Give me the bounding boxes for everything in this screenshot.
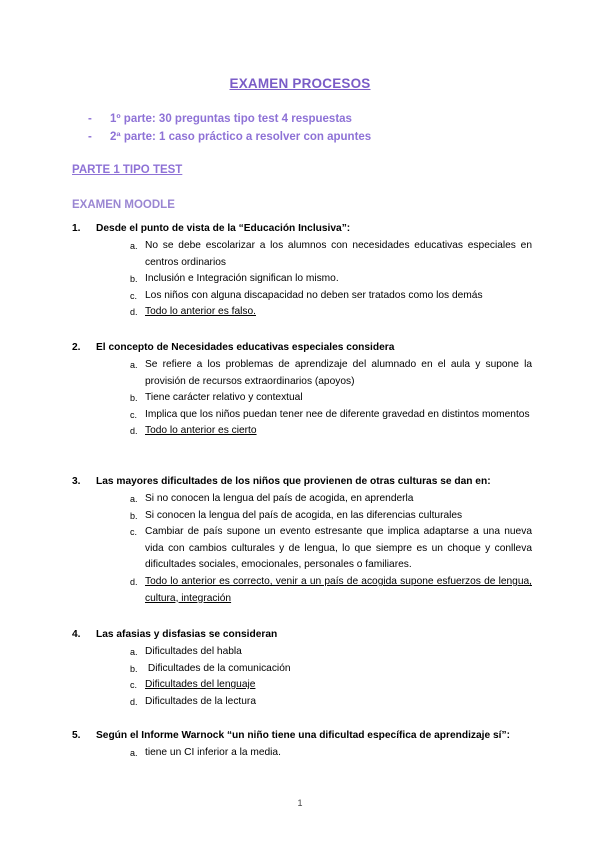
question-title — [72, 728, 532, 743]
answer-option — [130, 390, 532, 407]
answer-text: Dificultades de la comunicación — [145, 662, 291, 674]
answer-option-correct — [130, 423, 532, 440]
answer-option — [130, 357, 532, 390]
answer-text: Dificultades de la lectura — [145, 695, 256, 707]
answer-text: No se debe escolarizar a los alumnos con necesidades educativas especiales en centros ordinarios — [145, 240, 532, 268]
question-number: 3. — [72, 476, 81, 487]
answer-option — [130, 271, 532, 288]
section-title: PARTE 1 TIPO TEST — [72, 164, 183, 176]
answer-option — [130, 407, 532, 424]
answer-text: Dificultades del lenguaje — [145, 679, 256, 691]
answer-letter: a. — [130, 360, 138, 370]
answer-letter: a. — [130, 494, 138, 504]
answer-text: Todo lo anterior es cierto — [145, 425, 257, 437]
answer-letter: c. — [130, 680, 138, 691]
answer-option — [130, 745, 532, 762]
intro-item — [88, 128, 371, 146]
answer-letter: d. — [130, 307, 138, 318]
section-subtitle: EXAMEN MOODLE — [72, 199, 175, 211]
answer-option — [130, 491, 532, 508]
answer-option — [130, 644, 532, 661]
bullet-dash: - — [88, 131, 92, 143]
page-number: 1 — [297, 798, 303, 808]
answer-letter: b. — [130, 663, 138, 674]
answer-option — [130, 524, 532, 574]
question-text: Las mayores dificultades de los niños que provienen de otras culturas se dan en: — [96, 476, 491, 487]
question-4 — [72, 627, 532, 710]
question-text: El concepto de Necesidades educativas especiales considera — [96, 342, 395, 353]
answer-list — [130, 644, 532, 710]
answer-option-correct — [130, 304, 532, 321]
answer-letter: d. — [130, 426, 138, 437]
question-2 — [72, 340, 532, 440]
answer-letter: b. — [130, 393, 138, 404]
answer-text: Cambiar de país supone un evento estresante que implica adaptarse a una nueva vida con cambios culturales y de lengua, lo que siempre es un choque y conlleva dificultades sociales, emocionales, personales o familiares. — [145, 526, 532, 571]
answer-text: Todo lo anterior es correcto, venir a un país de acogida supone esfuerzos de lengua, cultura, integración — [145, 575, 532, 604]
answer-letter: d. — [130, 696, 138, 707]
intro-item — [88, 110, 371, 128]
answer-text: Si conocen la lengua del país de acogida, en las diferencias culturales — [145, 509, 463, 521]
question-number: 5. — [72, 730, 81, 741]
question-3 — [72, 474, 532, 607]
question-number: 2. — [72, 342, 81, 353]
intro-text: 1º parte: 30 preguntas tipo test 4 respuestas — [110, 113, 352, 125]
question-1 — [72, 221, 532, 321]
answer-option-correct — [130, 677, 532, 694]
question-text: Según el Informe Warnock “un niño tiene una dificultad específica de aprendizaje sí”: — [96, 730, 510, 741]
question-title — [72, 627, 532, 642]
answer-letter: b. — [130, 510, 138, 521]
answer-list — [130, 357, 532, 440]
answer-text: Los niños con alguna discapacidad no deben ser tratados como los demás — [145, 289, 483, 301]
answer-option — [130, 288, 532, 305]
question-title — [72, 221, 532, 236]
answer-list — [130, 745, 532, 762]
answer-letter: a. — [130, 748, 138, 758]
answer-list — [130, 491, 532, 607]
answer-option-correct — [130, 574, 532, 607]
question-title — [72, 340, 532, 355]
document-title: EXAMEN PROCESOS — [229, 76, 371, 91]
answer-option — [130, 508, 532, 525]
answer-letter: c. — [130, 290, 138, 301]
answer-text: Implica que los niños puedan tener nee de diferente gravedad en distintos momentos — [145, 408, 530, 420]
answer-letter: a. — [130, 647, 138, 657]
question-5 — [72, 728, 532, 762]
answer-text: Se refiere a los problemas de aprendizaje del alumnado en el aula y supone la provisión de recursos extraordinarios (apoyos) — [145, 359, 532, 387]
answer-option — [130, 238, 532, 271]
answer-letter: a. — [130, 241, 138, 251]
question-text: Desde el punto de vista de la “Educación Inclusiva”: — [96, 223, 351, 234]
answer-text: Inclusión e Integración significan lo mismo. — [145, 273, 339, 285]
question-text: Las afasias y disfasias se consideran — [96, 629, 278, 640]
question-title — [72, 474, 532, 489]
answer-letter: c. — [130, 409, 138, 420]
answer-list — [130, 238, 532, 321]
answer-text: Tiene carácter relativo y contextual — [145, 392, 303, 404]
answer-letter: d. — [130, 576, 138, 587]
intro-text: 2ª parte: 1 caso práctico a resolver con apuntes — [110, 131, 372, 143]
intro-list — [88, 110, 371, 146]
question-number: 4. — [72, 629, 81, 640]
answer-text: Todo lo anterior es falso. — [145, 306, 256, 318]
answer-option — [130, 694, 532, 711]
question-number: 1. — [72, 223, 81, 234]
answer-text: Dificultades del habla — [145, 646, 242, 657]
bullet-dash: - — [88, 113, 92, 125]
answer-text: Si no conocen la lengua del país de acogida, en aprenderla — [145, 493, 414, 504]
answer-text: tiene un CI inferior a la media. — [145, 747, 281, 758]
answer-letter: c. — [130, 527, 138, 538]
answer-option — [130, 661, 532, 678]
answer-letter: b. — [130, 274, 138, 285]
